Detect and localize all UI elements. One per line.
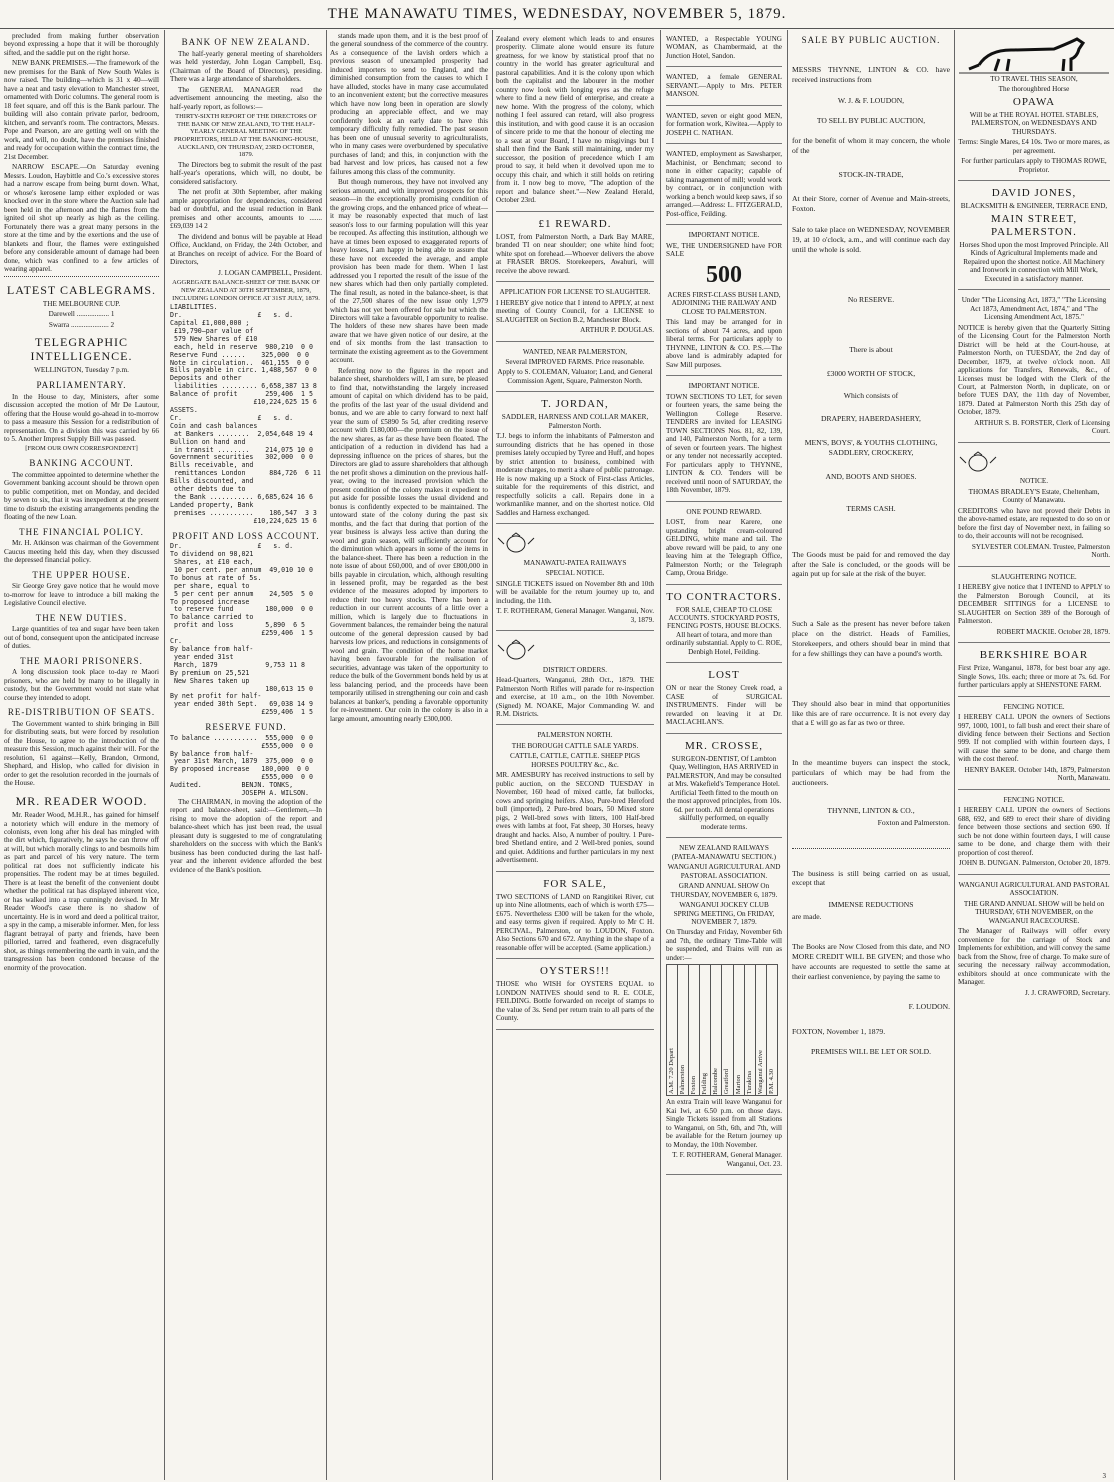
- bank-heading: BANK OF NEW ZEALAND.: [181, 37, 311, 47]
- ad-list: CATTLE, CATTLE, CATTLE. SHEEP PIGS HORSES POULTRY &c., &c.: [509, 752, 641, 769]
- financial-text: Mr. H. Atkinson was chairman of the Government Caucus meeting held this day, when they discussed the depressed financial policy.: [4, 539, 159, 565]
- ad-heading: WANGANUI AGRICULTURAL AND PASTORAL ASSOCIATION.: [958, 880, 1110, 898]
- upper-house-heading: THE UPPER HOUSE.: [32, 569, 131, 580]
- ad-licensing: [958, 293, 1110, 443]
- ad-reserve: No RESERVE.: [847, 295, 895, 304]
- bank-gm: The GENERAL MANAGER read the advertisement announcing the meeting, also the half-yearly report, as follows:—: [170, 85, 322, 111]
- ad-text: Sale to take place on WEDNESDAY, NOVEMBER 19, at 10 o'clock, a.m., and will continue each day until the whole is sold.: [792, 225, 950, 255]
- chairman-speech: The CHAIRMAN, in moving the adoption of the report and balance-sheet, said:—Gentlemen,—In rising to move the adoption of the report and balance-sheet which has just been read, the usual pleasant duty is suggested to me of congratulating shareholders on the success with which the Bank's business has been conducted during the last half-year and the inherent evidence afforded the best evidence of the Bank's position.: [170, 797, 322, 874]
- ad-creditors: [958, 446, 1110, 567]
- column-5: [666, 32, 782, 1478]
- ad-signature: T. F. ROTHERAM, General Manager. Wanganui, Nov. 3, 1879.: [496, 607, 654, 624]
- ad-text: Such a Sale as the present has never before taken place on the district. Heads of Families, Storekeepers, and others should bear in mind that for a few shillings they can have a pound's worth.: [792, 619, 950, 658]
- ad-text: THOSE who WISH for OYSTERS EQUAL to LONDON NATIVES should send to R. E. COLE, FEILDING. Bottle forwarded on receipt of stamps to the value of 3s. Send per return train to all parts of the County.: [496, 980, 654, 1023]
- ad-fencing-2: [958, 793, 1110, 875]
- seats-heading: RE-DISTRIBUTION OF SEATS.: [7, 707, 156, 718]
- column-3: [330, 32, 488, 1478]
- article-bank-premises: NEW BANK PREMISES.—The framework of the new premises for the Bank of New South Wales is now raised. The building—which is 31 x 40—will have a neat and tasty elevation to Manchester street, ornamented with Doric columns. The general room is 18 feet square, and off this is the Bank parlour. The building will also contain private parlor, bedroom, kitchen, and servant's room. The contractors, Messrs. Pope and Pearson, are are getting well on with the work, and will, no doubt, have the premises finished and ready for occupation within the contract time, the 21st December.: [4, 59, 159, 161]
- ad-text: In the meantime buyers can inspect the stock, particulars of which may be had from the auctioneers.: [792, 758, 950, 788]
- ad-text: I HEREBY give notice that I intend to APPLY, at next meeting of County Council, for a LICENSE to SLAUGHTER on Section B.2, Manchester Block.: [496, 298, 654, 324]
- ad-text: for the benefit of whom it may concern, the whole of the: [792, 136, 950, 155]
- column-1: [4, 32, 159, 1478]
- ad-text: WE, THE UNDERSIGNED have FOR SALE: [666, 241, 782, 259]
- liabilities-table: LIABILITIES. Dr. £ s. d. Capital £1,000,000 ; £19,790—par value of 579 New Shares of £10 each, held in reserve 980,210 0 0 Reserve Fund ...... 325,000 0 0 Note in circulation.. 461,155 0 0 Bills payable in circ. 1,488,567 0 0 Deposits and other liabilities ......... 6,658,387 13 8 Balance of profit 259,406 1 5 £10,224,625 15 6: [170, 303, 317, 407]
- column-rule: [787, 30, 788, 1480]
- ad-heading: £1 REWARD.: [538, 217, 612, 230]
- auditors: Audited. BENJN. TONKS, JOSEPH A. WILSON.: [170, 781, 309, 798]
- timetable-cell: Halcombe: [711, 965, 722, 1096]
- speech-part-3: Referring now to the figures in the report and balance sheet, shareholders will, I am sure, be pleased to find that, notwithstanding the largely increased amount of capital on which dividend has to be paid, the profits of the last year of the usual dividend and bonus, and we are able to carry forward to next half year the sum of £5890 5s 5d, after crediting reserve account with £180,000—the premium on the issue of the new shares, as far as these have been floated. The anticipation of a reduction in dividend has had a depressing influence on the prices of shares, but the Directors are glad to assure shareholders that although the net profit shows a diminution on the previous half-year, owing to the increased provision which the present condition of the colony makes it expedient to put aside for possible losses the usual dividend and bonus is confidently expected to be maintained. The untoward state of the colony during the past six months, and the fact that during that portion of the year business is always less active than during the wool and grain season, will sufficiently account for the diminution which appears in some of the items in the balance-sheet. There has been a reduction in the note issue of about £60,000, and of over £800,000 in bills payable in circulation, which, although resulting in lessened profit, may be regarded as the best evidence of the measures adopted by importers to reduce their too heavy stocks. There has been a reduction in our current accounts of a little over a million, which is largely due to fluctuations in Government balances, the remainder being the natural outcome of the general depression caused by bad harvests low prices, and reductions in consignments of wool and grain. The condition of the home market having been favourable for the realisation of securities, advantage was taken of the opportunity to reduce the bulk of the Government bonds held by us at less balancing period, and the proceeds have been temporarily utilised in strengthening our coin and cash balances at banker's, pending a favorable opportunity for re-investment. Our coin in the colony is also in a large amount, amounting nearly £300,000.: [330, 366, 488, 723]
- ad-text: At their Store, corner of Avenue and Main-streets, Foxton.: [792, 193, 950, 213]
- ad-text: The business is still being carried on as usual, except that: [792, 868, 950, 888]
- ad-text: TO SELL BY PUBLIC AUCTION,: [816, 116, 926, 126]
- ad-licence: [496, 285, 654, 341]
- ad-text: Head-Quarters, Wanganui, 28th Oct., 1879. THE Palmerston North Rifles will parade for re-inspection and exercise, at 10 a.m., on the 10th November. (Signed) M. NOAKE, Major Commanding W. and R.M. Districts.: [496, 676, 654, 718]
- article-intro: precluded from making further observation beyond expressing a hope that it will be thoroughly sifted, and the saddle put on the right horse.: [4, 32, 159, 57]
- ad-text: SURGEON-DENTIST, Of Lambton Quay, Wellington, HAS ARRIVED in PALMERSTON, And may be consulted at Mrs. Wakefield's Temperance Hotel. Artificial Teeth fitted to the mouth on the most approved principles, from 10s. 6d. per tooth. All dental operations skilfully performed, on equally moderate terms.: [666, 754, 782, 831]
- reserve-heading: RESERVE FUND.: [205, 722, 287, 733]
- dateline: WELLINGTON, Tuesday 7 p.m.: [34, 366, 129, 375]
- ad-heading: Under "The Licensing Act, 1873," "The Licensing Act 1873, Amendment Act, 1874," and "The Licensing Amendment Act, 1875.": [961, 296, 1107, 322]
- royal-crest-icon: [958, 451, 998, 473]
- ad-oysters: [496, 962, 654, 1029]
- ad-text: There is about: [849, 344, 893, 354]
- ad-wanted: [666, 109, 782, 144]
- timetable-cell: A.M. 7.20 Depart: [667, 965, 678, 1096]
- timetable-cell: Marton: [733, 965, 744, 1096]
- ad-contractors: [666, 588, 782, 664]
- ad-heading: NEW ZEALAND RAILWAYS (PATEA-MANAWATU SECTION.): [671, 844, 777, 861]
- financial-heading: THE FINANCIAL POLICY.: [19, 526, 144, 537]
- ad-heading: ONE POUND REWARD.: [686, 507, 762, 516]
- column-rule: [660, 30, 661, 1480]
- speech-conclusion: Zealand every element which leads to and ensures prosperity. Climate alone would ensure its future greatness, for we know by statistical proof that no country in the world has greater agricultural and pastoral capabilities. And it is the colony upon which both the capitalist and the labourer in the mother country now look with longing eyes as the refuge where to find a new field of enterprise, and create a new home. With the progress of the colony, which nothing I feel assured can retard, will also progress this institution, and with good cause it is an occasion of sincere pride to me that the honour of electing me to a seat at your Board, I have no misgivings but I shall then find the Bank still maintaining, under my successor, the position of precedence which I am proud to say, it held when it devolved upon me to occupy this chair, and which it still holds on retiring from it. I now beg to move, "The adoption of the report and balance sheet."—New Zealand Herald, October 23rd.: [496, 35, 654, 205]
- ad-text: ON or near the Stoney Creek road, a CASE of SURGICAL INSTRUMENTS. Finder will be rewarded on leaving it at Dr. MACLACHLAN'S.: [666, 684, 782, 727]
- ad-text: WANTED, employment as Sawsharper, Machinist, or Benchman; second to none in either capacity; capable of taking management of mill; would work by contract, or in conjunction with working a bench would keep saws, if so arranged.—Address: L. FITZGERALD, Post-office, Feilding.: [666, 150, 782, 218]
- ad-text: Will be at THE ROYAL HOTEL STABLES, PALMERSTON, on WEDNESDAYS AND THURSDAYS.: [969, 110, 1099, 136]
- ad-client: W. J. & F. LOUDON,: [837, 96, 905, 106]
- column-7: [958, 32, 1110, 1478]
- ad-reductions: IMMENSE REDUCTIONS: [828, 900, 914, 910]
- timetable-cell: Feilding: [700, 965, 711, 1096]
- president-signature: J. LOGAN CAMPBELL, President.: [218, 268, 322, 277]
- cable-line: Darewell .................. 1: [48, 310, 115, 319]
- ad-subheading: THE GRAND ANNUAL SHOW will be held on THURSDAY, 6TH NOVEMBER, on the WANGANUI RACECOURSE.: [963, 899, 1105, 925]
- ad-text: Which consists of: [843, 390, 899, 400]
- ad-text: I HEREBY give notice that I INTEND to APPLY to the Palmerston Borough Council, at its DECEMBER SITTINGS for a LICENSE to SLAUGHTER on Section 389 of the Borough of Palmerston.: [958, 583, 1110, 626]
- ad-wanted: [666, 70, 782, 105]
- ad-date: FOXTON, November 1, 1879.: [792, 1027, 886, 1037]
- divider: [792, 848, 950, 849]
- masthead: THE MANAWATU TIMES, WEDNESDAY, NOVEMBER 5, 1879.: [0, 0, 1114, 29]
- duties-heading: THE NEW DUTIES.: [35, 612, 128, 623]
- ad-text: The Books are Now Closed from this date, and NO MORE CREDIT WILL BE GIVEN; and those who have accounts are requested to settle the same at their earliest convenience, by paying the same to: [792, 942, 950, 981]
- cable-line: Swarra ..................... 2: [48, 320, 115, 329]
- ad-subheading: THOMAS BRADLEY'S Estate, Cheltenham, County of Manawatu.: [968, 487, 1100, 505]
- telegraphic-heading: TELEGRAPHIC INTELLIGENCE.: [30, 335, 133, 364]
- ad-text: The Goods must be paid for and removed the day after the Sale is concluded, or the goods will be again put up for sale at the risk of the buyer.: [792, 549, 950, 579]
- ad-subheading: SADDLER, HARNESS AND COLLAR MAKER, Palmerston North.: [501, 413, 649, 430]
- ad-text: WANTED, a female GENERAL SERVANT.—Apply to Mrs. PETER MANSON.: [666, 73, 782, 99]
- ad-text: This land may be arranged for in sections of about 74 acres, and upon liberal terms. For particulars apply to THYNNE, LINTON & CO. P.S.—The above land is admirably adapted for Saw Mill purposes.: [666, 318, 782, 369]
- ad-heading: PALMERSTON NORTH.: [537, 731, 613, 740]
- ad-text: FOR SALE, CHEAP TO CLOSE ACCOUNTS. STOCKYARD POSTS, FENCING POSTS, HOUSE BLOCKS. All heart of totara, and more than ordinarily substantial. Apply to C. ROE, Denbigh Hotel, Feilding.: [666, 605, 782, 656]
- ad-heading: MANAWATU-PATEA RAILWAYS: [523, 558, 627, 567]
- horse-icon: [959, 35, 1109, 75]
- duties-text: Large quantities of tea and sugar have been taken out of bond, consequent upon the anticipated increase of duties.: [4, 625, 159, 651]
- ad-auctioneers-place: Foxton and Palmerston.: [877, 817, 950, 827]
- ad-contact: Apply to S. COLEMAN, Valuator; Land, and General Commission Agent, Square, Palmerston North.: [497, 368, 653, 385]
- ad-wanted: [666, 147, 782, 225]
- ad-terms: Terms: Single Mares, £4 10s. Two or more mares, as per agreement.: [958, 138, 1110, 155]
- ad-heading: FENCING NOTICE.: [1003, 795, 1065, 804]
- ad-heading: IMPORTANT NOTICE.: [688, 382, 760, 391]
- assets-table: ASSETS. Cr. £ s. d. Coin and cash balances at Bankers ........ 2,054,648 19 4 Bullion on hand and in transit ........ 214,075 10 0 Government securities 302,000 0 0 Bills receivable, and remittances London 884,726 6 11 Bills discounted, and other debts due to the Bank ........... 6,685,624 16 6 Landed property, Bank premises ........... 186,547 3 3 £10,224,625 15 6: [170, 405, 321, 525]
- ad-boots: AND, BOOTS AND SHOES.: [825, 472, 917, 482]
- ad-signature: ROBERT MACKIE. October 28, 1879.: [996, 627, 1110, 636]
- ad-bush-land: [666, 228, 782, 376]
- ad-heading: T. JORDAN,: [541, 398, 609, 411]
- ad-heading: TO CONTRACTORS.: [666, 590, 782, 603]
- ad-district-orders: [496, 634, 654, 725]
- ad-nz-railways: [666, 841, 782, 1175]
- column-6: [792, 32, 950, 1478]
- reader-wood-text: Mr. Reader Wood, M.H.R., has gained for himself a notoriety which will endure in the memory of colonists, even long after his deal has mingled with the dirt which, figuratively, he says he can throw off at will, but which morally clings to and besmoils him as part and parcel of his very nature. The term political rat does not sufficiently indicate his propensities. The rodent may be at times beguiled. There is at least the benefit of the convenient doubt whether the political rat has displayed inherent vice, or has walked into a trap cunningly devised. In Mr Reader Wood's case there is no shadow of uncertainty. He is in word and deed a political traitor, a spy in the camp, a miserable informer. Men, for less flagrant betrayal of party and friends, have been pilloried, tarred and feathered, even disgracefully shot, as things remembering the earth in vain, and the transgression has been condoned because of the enormity of the provocation.: [4, 811, 159, 972]
- column-rule: [954, 30, 955, 1480]
- royal-crest-icon: [496, 639, 536, 661]
- ad-signature: ARTHUR S. B. FORSTER, Clerk of Licensing Court.: [974, 418, 1110, 436]
- ad-show: GRAND ANNUAL SHOW On THURSDAY, NOVEMBER 6, 1879.: [670, 882, 778, 899]
- column-rule: [326, 30, 327, 1480]
- ad-jordan: [496, 395, 654, 524]
- ad-heading: FENCING NOTICE.: [1003, 702, 1065, 711]
- ad-signature: T. F. ROTHERAM, General Manager. Wanganui, Oct. 23.: [672, 1151, 782, 1168]
- ad-heading: DISTRICT ORDERS.: [542, 665, 608, 674]
- dividend-text: The dividend and bonus will be payable at Head Office, Auckland, on Friday, the 24th October, and at Branches on receipt of advice. For the Board of Directors,: [170, 232, 322, 267]
- column-2: [170, 32, 322, 1478]
- ad-heading: LOST: [708, 669, 740, 682]
- ad-text: LOST, from Palmerston North, a Dark Bay MARE, branded TI on near shoulder; one white hind foot; white spot on forehead.—Whoever delivers the above at FRASER BROS. Storekeepers, Awahuri, will receive the above reward.: [496, 232, 654, 275]
- ad-heading: DAVID JONES,: [991, 187, 1077, 200]
- ad-lost: [666, 666, 782, 733]
- ad-heading: BERKSHIRE BOAR: [979, 649, 1089, 662]
- profit-text: The net profit at 30th September, after making ample appropriation for dependencies, considered bad or doubtful, and the usual reduction in Bank premises and other accounts, amounts to .......£69,039 14 2: [170, 188, 322, 231]
- ad-signature: SYLVESTER COLEMAN. Trustee, Palmerston North.: [971, 542, 1110, 560]
- ad-subheading: SPECIAL NOTICE.: [545, 569, 605, 578]
- parliamentary-heading: PARLIAMENTARY.: [36, 379, 127, 390]
- ad-text: WANTED, a Respectable YOUNG WOMAN, as Chambermaid, at the Junction Hotel, Sandon.: [666, 35, 782, 60]
- timetable-cell: Wanganui Arrive: [755, 965, 766, 1096]
- profit-loss-debit: Dr. £ s. d. To dividend on 98,021 Shares, at £10 each, 10 per cent. per annum 49,010 10 0 To bonus at rate of 5s. per share, equal to 5 per cent per annum 24,505 5 0 To proposed increase to reserve fund 180,000 0 0 To balance carried to profit and loss 5,890 6 5 £259,406 1 5: [170, 542, 313, 638]
- upper-house-text: Sir George Grey gave notice that he would move to-morrow for leave to introduce a bill making the Legislative Council elective.: [4, 582, 159, 608]
- timetable-cell: Palmerston: [678, 965, 689, 1096]
- ad-boar: [958, 646, 1110, 696]
- ad-text: An extra Train will leave Wanganui for Kai Iwi, at 6.50 p.m. on those days. Single Tickets issued from all Stations to Wanganui, on 5th, 6th, and 7th, will be available for the Return journey up to Monday, the 10th November.: [666, 1098, 782, 1149]
- ad-text: Horses Shod upon the most Improved Principle. All Kinds of Agricultural Implements made and Repaired upon the shortest notice. All Machinery and Ironwork in connection with Mill Work, Executed in a satisfactory manner.: [959, 240, 1109, 283]
- ad-for-sale: [496, 875, 654, 959]
- ad-cattle-yards: [496, 728, 654, 871]
- ad-heading: FOR SALE,: [543, 877, 607, 890]
- timetable-cell: Turakina: [744, 965, 755, 1096]
- divider: [4, 276, 159, 277]
- royal-crest-icon: [496, 532, 536, 554]
- reader-wood-heading: MR. READER WOOD.: [15, 793, 148, 808]
- ad-wanganui-show: [958, 878, 1110, 1003]
- ad-text: SINGLE TICKETS issued on November 8th and 10th will be available for the return journey up to, and including, the 11th.: [496, 579, 654, 605]
- ad-signature: JOHN B. DUNGAN. Palmerston, October 20, 1879.: [958, 859, 1110, 868]
- column-4: [496, 32, 654, 1478]
- profit-loss-heading: PROFIT AND LOSS ACCOUNT.: [172, 530, 320, 541]
- bank-meeting: The half-yearly general meeting of shareholders was held yesterday, John Logan Campbell, Esq. (Chairman of the Board of Directors), presiding. There was a large attendance of shareholders.: [170, 49, 322, 84]
- ad-slaughter: [958, 570, 1110, 643]
- ad-premises: PREMISES WILL BE LET OR SOLD.: [810, 1047, 932, 1057]
- ad-subheading: The thoroughbred Horse: [998, 85, 1070, 94]
- ad-jones: [958, 184, 1110, 290]
- timetable-cell: Foxton: [689, 965, 700, 1096]
- ad-opawa: [958, 32, 1110, 181]
- ad-auctioneers: THYNNE, LINTON & CO.,: [827, 805, 915, 815]
- ad-subheading: WANGANUI AGRICULTURAL AND PASTORAL ASSOCIATION.: [667, 863, 781, 880]
- ad-dentist: [666, 737, 782, 838]
- cablegrams-heading: LATEST CABLEGRAMS.: [6, 282, 157, 297]
- ad-heading: WANTED, NEAR PALMERSTON,: [522, 347, 628, 356]
- ad-text: T.J. begs to inform the inhabitants of Palmerston and surrounding districts that he has opened in those premises lately occupied by Tyree and Huff, and hopes by strict attention to business, combined with moderate charges, to merit a share of public patronage. He is now making up a Stock of First-class Articles, suitable for the requirements of this district, and respectfully solicits a call. Repairs done in a workmanlike manner, and on the shortest notice. Old Saddles and Harness exchanged.: [496, 432, 654, 517]
- ad-text: NOTICE is hereby given that the Quarterly Sitting of the Licensing Court for the Palmerston North District will be held at the Court-house, at Palmerston North, on TUESDAY, the 2nd day of December, 1879, at twelve o'clock noon. All applications for Transfers, Renewals, &c., of Licenses must be lodged with the Clerk of the Court, at Palmerston North, in duplicate, on or before TUES DAY, the 11th day of November, 1879. Dated at Palmerston North this 25th day of October, 1879.: [958, 323, 1110, 417]
- reserve-table: To balance ........... 555,000 0 0 £555,000 0 0 By balance from half- year 31st March, 1879 375,000 0 0 By proposed increase 180,000 0 0 £555,000 0 0: [170, 733, 313, 782]
- ad-railways: [496, 527, 654, 631]
- timetable: [666, 964, 778, 1096]
- ad-worth: £3000 WORTH OF STOCK,: [826, 368, 916, 378]
- ad-text: The Manager of Railways will offer every convenience for the carriage of Stock and Implements for exhibition, and will convey the same back from the Show, free of charge. To make sure of securing the necessary railway accommodation, exhibitors should at once communicate with the Manager.: [958, 927, 1110, 987]
- ad-heading: APPLICATION FOR LICENSE TO SLAUGHTER.: [499, 288, 651, 297]
- ad-text: CREDITORS who have not proved their Debts in the above-named estate, are requested to do so on or before the first day of November next, in failing so to do, their accounts will not be recognised.: [958, 506, 1110, 541]
- maori-text: A long discussion took place to-day re Maori prisoners, who are held by many to be illegally in custody, but the Government would not state what course they intended to adopt.: [4, 668, 159, 702]
- ad-pound-reward: [666, 505, 782, 585]
- ad-text: MR. AMESBURY has received instructions to sell by public auction, on the SECOND TUESDAY in November, 160 head of mixed cattle, fat bullocks, cows and springing heifers. Also, Pure-bred Hereford bull (imported), 2 Pure-bred boars, 50 Mixed store pigs, 2 Well-bred sows with litters, 100 Half-bred ewes with lambs at foot, Fat sheep, 30 Horses, heavy draught and hacks. Also, A number of poultry. 1 Pure-bred Shetland entire, and 2 Well-bred ponies, sound and quiet. Additions and further particulars in my next advertisement.: [496, 771, 654, 865]
- ad-text: First Prize, Wanganui, 1878, for best boar any age. Single Sows, 10s. each; three or more at 7s. 6d. For further particulars apply at SHENSTONE FARM.: [958, 664, 1110, 690]
- ad-terms: TERMS CASH.: [846, 503, 896, 513]
- ad-text: TOWN SECTIONS TO LET, for seven or fourteen years, the same being the Wellington College Reserve. TENDERS are invited for LEASING TOWN SECTIONS Nos. 81, 82, 139, and 140, Palmerston North, for a term of seven or fourteen years. The highest or any tender not necessarily accepted. For particulars apply to THYNNE, LINTON & CO. Tenders will be received until noon of SATURDAY, the 18th November, 1879.: [666, 392, 782, 495]
- ad-address: MAIN STREET, PALMERSTON.: [990, 212, 1078, 238]
- ad-mens: MEN'S, BOYS', & YOUTHS CLOTHING, SADDLERY, CROCKERY,: [804, 438, 938, 458]
- ad-fencing: [958, 700, 1110, 790]
- ad-auction: [792, 32, 950, 1063]
- ad-heading: MR. CROSSE,: [685, 739, 763, 752]
- ad-text: They should also bear in mind that opportunities like this are of rare occurrence. It is not every day that a £ will go as far as two or three.: [792, 698, 950, 728]
- cablegrams-subheading: THE MELBOURNE CUP.: [42, 299, 121, 308]
- ad-reward: [496, 215, 654, 282]
- ad-heading: IMPORTANT NOTICE.: [688, 231, 760, 240]
- profit-loss-credit: Cr. By balance from half- year ended 31st March, 1879 9,753 11 8 By premium on 25,521 New Shares taken up 180,613 15 0 By net profit for half- year ended 30th Sept. 69,038 14 9 £259,406 1 5: [170, 637, 313, 717]
- ad-text: I HEREBY CALL UPON the owners of Sections 997, 1000, 1001, to fall bush and erect their share of dividing fence between their Sections and Section 999. If not complied with within fourteen days, I will cause the same to be done, and charge them with the cost thereof.: [958, 713, 1110, 764]
- column-rule: [164, 30, 165, 1480]
- ad-signature: F. LOUDON.: [908, 1001, 950, 1011]
- ad-wanted: [666, 32, 782, 67]
- ad-stock: STOCK-IN-TRADE,: [838, 169, 904, 179]
- seats-text: The Government wanted to shirk bringing in Bill for distributing seats, but were forced by resolution of the House, to agree to the introduction of the measure this Session, much against their will. For the resolution, 61 against—Kelly, Brandon, Ormond, Shephard, and Hislop, who called for division in order to get the resolution recorded in the journals of the House.: [4, 720, 159, 788]
- parliamentary-text: In the House to day, Ministers, after some discussion accepted the motion of Mr De Lautour, offering that the House would go-ahead in to-morrow to pass a measure this Session for a redistribution of representation. On a division this was carried by 66 to 5. Another Imprest Supply Bill was passed.: [4, 392, 159, 443]
- ad-subheading: ACRES FIRST-CLASS BUSH LAND, ADJOINING THE RAILWAY AND CLOSE TO PALMERSTON.: [667, 291, 781, 316]
- article-narrow-escape: NARROW ESCAPE.—On Saturday evening Messrs. Loudon, Haybittle and Co.'s excessive stores had a narrow escape from being burnt down. What, or whose's kerosene lamp either exploded or was knocked over in the store where the Auction sale had been held in the afternoon and the flames from the ignited oil shot up nearly as high as the ceiling. Fortunately there was a great many persons in the store at the time and by the exertions and the use of blankets and flour, the flames were extinguished before any considerable amount of damage had been done, which was confined to a few articles of wearing apparel.: [4, 163, 159, 274]
- acres-number: 500: [706, 261, 742, 288]
- page-number: 3: [1102, 1472, 1106, 1480]
- ad-text: LOST, from near Karere, one upstanding bright cream-coloured GELDING, white mane and tail. The above reward will be paid, to any one leaving him at the Telegraph Office, Palmerston North; or the Telegraph Camp, Oroua Bridge.: [666, 518, 782, 578]
- ad-jockey: WANGANUI JOCKEY CLUB SPRING MEETING, On FRIDAY, NOVEMBER 7, 1879.: [673, 901, 775, 926]
- banking-text: The committee appointed to determine whether the Government banking account should be thrown open to public competition, met on Monday, and decided by seven to six, that it was inexpedient at the present time to disturb the existing arrangements pending the floating of the new Loan.: [4, 470, 159, 522]
- column-rule: [492, 30, 493, 1480]
- ad-text: TWO SECTIONS of LAND on Rangitikei River, cut up into Nine allotments, each of which is worth £75—£675. Nevertheless £300 will be taken for the whole, and easy terms given if required. Apply to Mr C H. PERCIVAL, Palmerston, or to LOUDON, Foxton. Also Sections 670 and 672. Anything in the shape of a reasonable offer will be accepted. (Same application.): [496, 892, 654, 952]
- ad-text: Several IMPROVED FARMS. Price reasonable.: [505, 357, 645, 366]
- report-text: The Directors beg to submit the result of the past half-year's operations, which will, no doubt, be considered satisfactory.: [170, 160, 322, 186]
- banking-heading: BANKING ACCOUNT.: [29, 458, 134, 469]
- ad-subheading: BLACKSMITH & ENGINEER, TERRACE END,: [960, 202, 1108, 211]
- ad-text: WANTED, seven or eight good MEN, for formation work, Kiwitea.—Apply to JOSEPH C. NATHAN.: [666, 111, 782, 137]
- balance-heading: AGGREGATE BALANCE-SHEET OF THE BANK OF NEW ZEALAND AT 30TH SEPTEMBER, 1879, INCLUDING LONDON OFFICE AT 31ST JULY, 1879.: [172, 279, 320, 302]
- ad-subheading: THE BOROUGH CATTLE SALE YARDS.: [511, 741, 639, 750]
- timetable-cell: P.M. 4.30: [766, 965, 777, 1096]
- correspondent-note: [FROM OUR OWN CORRESPONDENT]: [25, 445, 138, 453]
- ad-heading: SALE BY PUBLIC AUCTION.: [801, 35, 941, 45]
- ad-wanted-farms: [496, 345, 654, 393]
- speech-part-1: stands made upon them, and it is the best proof of the general soundness of the commerce of the country. As a consequence of the lavish orders which a previous season of unexampled prosperity had induced importers to send to England, and the diminished consumption from the causes to which I have alluded, stocks have in many case accumulated to an inconvenient extent; but the corrective measures which have now long been in operation are slowly producing an appreciable effect, and we may confidently look at an early date to have this temporary difficulty fully remedied. The past season has been one of unusual severity to agriculturalists, who in many cases were overburdened by speculative purchases of land; and this, in conjunction with the bad harvest and low prices, has caused not a few failures among this class of the community.: [330, 32, 488, 176]
- ad-text: On Thursday and Friday, November 6th and 7th, the ordinary Time-Table will be suspended, and Trains will run as under:—: [666, 928, 782, 962]
- ad-text: MESSRS THYNNE, LINTON & CO. have received instructions from: [792, 64, 950, 84]
- timetable-cell: Greatford: [722, 965, 733, 1096]
- ad-text: are made.: [792, 912, 822, 922]
- ad-heading: OYSTERS!!!: [540, 965, 610, 978]
- horse-name: OPAWA: [1012, 95, 1056, 108]
- ad-heading: NOTICE.: [1019, 477, 1049, 486]
- ad-town-sections: [666, 379, 782, 501]
- ad-contact: For further particulars apply to THOMAS ROWE, Proprietor.: [961, 157, 1107, 174]
- maori-heading: THE MAORI PRISONERS.: [20, 655, 143, 666]
- report-heading: THIRTY-SIXTH REPORT OF THE DIRECTORS OF THE BANK OF NEW ZEALAND, TO THE HALF-YEARLY GENERAL MEETING OF THE PROPRIETORS, HELD AT THE BANKING-HOUSE, AUCKLAND, ON THURSDAY, 23RD OCTOBER, 1879.: [173, 113, 319, 159]
- ad-heading: TO TRAVEL THIS SEASON,: [990, 75, 1078, 83]
- ad-drapery: DRAPERY, HABERDASHERY,: [821, 414, 921, 424]
- speech-part-2: But though numerous, they have not involved any serious amount, and with improved prospects for this season—in the exceptionally promising condition of the growing crops, and the enhanced price of wheat—it may be reasonably expected that much of last season's loss to our farming population will this year be recouped. As affecting this institution, although we have at times been exposed to exaggerated reports of heavy losses, I am happy in being able to assure that these have not exceeded the average, and ample provision has been made for them. When I last addressed you I reported the result of the issue of the new shares which had then only partially completed. The final result, as noted in the balance-sheet, is that of the 27,500 shares of the new issue only 1,979 which has not yet been offered for sale but which the Directors will take a favourable opportunity to realise. The holders of these new shares have been made aware that we have given notice of our desire, at the end of six months from the last transaction to terminate the existing agreement as to the Government account.: [330, 178, 488, 365]
- ad-text: I HEREBY CALL UPON the owners of Sections 688, 692, and 689 to erect their share of dividing fence between those sections and section 690. If such be not done within fourteen days, I will cause same to be done, and charge them with their proportion of cost thereof.: [958, 806, 1110, 857]
- ad-signature: J. J. CRAWFORD, Secretary.: [1025, 988, 1110, 997]
- ad-signature: ARTHUR P. DOUGLAS.: [580, 326, 654, 335]
- ad-heading: SLAUGHTERING NOTICE.: [991, 572, 1077, 581]
- ad-signature: HENRY BAKER. October 14th, 1879, Palmerston North, Manawatu.: [964, 765, 1110, 783]
